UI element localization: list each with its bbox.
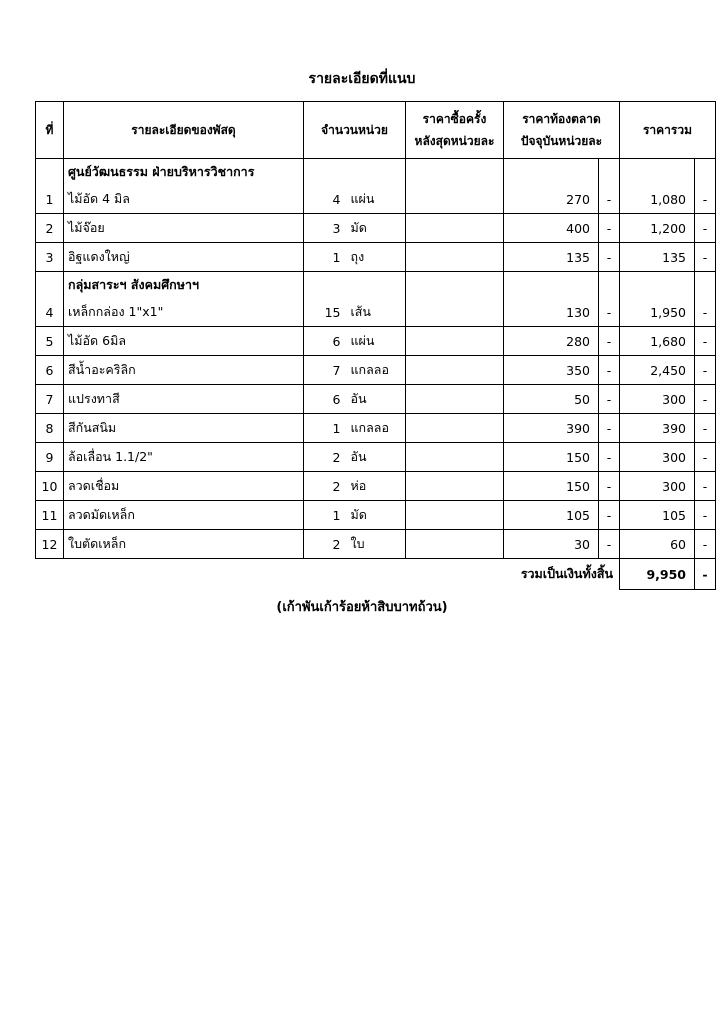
row-market-price-dash: - — [599, 472, 620, 501]
row-total-dash: - — [695, 327, 716, 356]
header-no: ที่ — [36, 102, 64, 159]
row-total: 1,950 — [620, 298, 695, 327]
row-last-price — [406, 327, 504, 356]
row-total: 390 — [620, 414, 695, 443]
summary-total: 9,950 — [620, 559, 695, 590]
section-header-row — [36, 272, 716, 299]
table-body — [36, 159, 716, 590]
section-market-price-cell — [504, 159, 599, 186]
table-row — [36, 443, 716, 472]
row-unit: เส้น — [346, 298, 406, 327]
row-last-price — [406, 298, 504, 327]
row-number: 4 — [36, 298, 64, 327]
row-total: 60 — [620, 530, 695, 559]
row-total-dash: - — [695, 356, 716, 385]
row-unit: แกลลอ — [346, 414, 406, 443]
row-description: ลวดเชื่อม — [64, 472, 304, 501]
row-market-price-dash: - — [599, 243, 620, 272]
section-total-dash-cell — [695, 272, 716, 299]
row-market-price: 350 — [504, 356, 599, 385]
table-row — [36, 356, 716, 385]
row-market-price-dash: - — [599, 414, 620, 443]
row-market-price: 105 — [504, 501, 599, 530]
row-total-dash: - — [695, 414, 716, 443]
row-number: 11 — [36, 501, 64, 530]
row-market-price-dash: - — [599, 501, 620, 530]
row-description: สีกันสนิม — [64, 414, 304, 443]
row-quantity: 7 — [304, 356, 346, 385]
row-quantity: 1 — [304, 501, 346, 530]
row-description: ไม้อัด 4 มิล — [64, 185, 304, 214]
row-quantity: 2 — [304, 443, 346, 472]
row-quantity: 3 — [304, 214, 346, 243]
row-number: 12 — [36, 530, 64, 559]
header-last-price-line2: หลังสุดหน่วยละ — [414, 134, 495, 148]
row-description: สีน้ำอะคริลิก — [64, 356, 304, 385]
row-total-dash: - — [695, 530, 716, 559]
header-last-price — [406, 102, 504, 159]
row-description: อิฐแดงใหญ่ — [64, 243, 304, 272]
section-no-cell — [36, 272, 64, 299]
row-total: 135 — [620, 243, 695, 272]
row-total: 300 — [620, 385, 695, 414]
table-row — [36, 530, 716, 559]
row-total-dash: - — [695, 385, 716, 414]
section-last-price-cell — [406, 272, 504, 299]
section-header-row — [36, 159, 716, 186]
section-name: กลุ่มสาระฯ สังคมศึกษาฯ — [64, 272, 304, 299]
section-unit-cell — [346, 159, 406, 186]
section-unit-cell — [346, 272, 406, 299]
row-unit: มัด — [346, 214, 406, 243]
section-total-cell — [620, 272, 695, 299]
row-market-price: 400 — [504, 214, 599, 243]
header-market-price-line2: ปัจจุบันหน่วยละ — [520, 134, 603, 148]
row-quantity: 2 — [304, 530, 346, 559]
table-row — [36, 472, 716, 501]
row-total: 300 — [620, 443, 695, 472]
row-total: 1,080 — [620, 185, 695, 214]
section-name: ศูนย์วัฒนธรรม ฝ่ายบริหารวิชาการ — [64, 159, 304, 186]
section-market-price-cell — [504, 272, 599, 299]
row-description: ลวดมัดเหล็ก — [64, 501, 304, 530]
section-qty-cell — [304, 159, 346, 186]
row-number: 5 — [36, 327, 64, 356]
table-row — [36, 214, 716, 243]
row-description: ไม้อัด 6มิล — [64, 327, 304, 356]
row-quantity: 1 — [304, 414, 346, 443]
section-total-dash-cell — [695, 159, 716, 186]
row-total: 300 — [620, 472, 695, 501]
row-total: 105 — [620, 501, 695, 530]
header-market-price — [504, 102, 620, 159]
row-market-price-dash: - — [599, 356, 620, 385]
table-row — [36, 298, 716, 327]
row-description: แปรงทาสี — [64, 385, 304, 414]
row-market-price: 30 — [504, 530, 599, 559]
table-row — [36, 243, 716, 272]
row-total: 1,200 — [620, 214, 695, 243]
row-quantity: 6 — [304, 385, 346, 414]
row-quantity: 1 — [304, 243, 346, 272]
row-total-dash: - — [695, 443, 716, 472]
row-unit: ห่อ — [346, 472, 406, 501]
row-number: 10 — [36, 472, 64, 501]
row-last-price — [406, 414, 504, 443]
table-header-row — [36, 102, 716, 159]
header-quantity: จำนวนหน่วย — [304, 102, 406, 159]
row-number: 9 — [36, 443, 64, 472]
header-description: รายละเอียดของพัสดุ — [64, 102, 304, 159]
row-last-price — [406, 185, 504, 214]
row-total-dash: - — [695, 243, 716, 272]
row-unit: อัน — [346, 443, 406, 472]
row-number: 2 — [36, 214, 64, 243]
row-market-price-dash: - — [599, 385, 620, 414]
row-market-price: 150 — [504, 472, 599, 501]
row-quantity: 4 — [304, 185, 346, 214]
row-market-price: 130 — [504, 298, 599, 327]
row-market-price-dash: - — [599, 185, 620, 214]
row-total-dash: - — [695, 501, 716, 530]
table-row — [36, 385, 716, 414]
row-market-price-dash: - — [599, 214, 620, 243]
summary-row — [36, 559, 716, 590]
row-number: 3 — [36, 243, 64, 272]
row-description: ไม้จ๊อย — [64, 214, 304, 243]
row-market-price: 150 — [504, 443, 599, 472]
row-number: 8 — [36, 414, 64, 443]
section-total-cell — [620, 159, 695, 186]
summary-total-dash: - — [695, 559, 716, 590]
row-unit: มัด — [346, 501, 406, 530]
row-quantity: 6 — [304, 327, 346, 356]
row-market-price: 280 — [504, 327, 599, 356]
row-description: ใบตัดเหล็ก — [64, 530, 304, 559]
row-unit: ถุง — [346, 243, 406, 272]
row-last-price — [406, 472, 504, 501]
row-description: ล้อเลื่อน 1.1/2" — [64, 443, 304, 472]
items-table — [35, 101, 716, 590]
row-last-price — [406, 243, 504, 272]
row-total-dash: - — [695, 214, 716, 243]
row-total: 1,680 — [620, 327, 695, 356]
section-last-price-cell — [406, 159, 504, 186]
row-quantity: 2 — [304, 472, 346, 501]
row-market-price: 50 — [504, 385, 599, 414]
row-unit: แผ่น — [346, 185, 406, 214]
section-market-dash-cell — [599, 272, 620, 299]
row-market-price-dash: - — [599, 327, 620, 356]
section-no-cell — [36, 159, 64, 186]
row-market-price-dash: - — [599, 443, 620, 472]
document-title: รายละเอียดที่แนบ — [308, 71, 416, 87]
row-last-price — [406, 501, 504, 530]
row-market-price-dash: - — [599, 298, 620, 327]
row-number: 1 — [36, 185, 64, 214]
summary-label: รวมเป็นเงินทั้งสิ้น — [520, 566, 613, 582]
row-unit: อัน — [346, 385, 406, 414]
row-last-price — [406, 385, 504, 414]
row-market-price: 270 — [504, 185, 599, 214]
row-description: เหล็กกล่อง 1"x1" — [64, 298, 304, 327]
header-market-price-line1: ราคาท้องตลาด — [522, 112, 601, 126]
table-row — [36, 501, 716, 530]
row-total: 2,450 — [620, 356, 695, 385]
row-total-dash: - — [695, 298, 716, 327]
row-last-price — [406, 443, 504, 472]
row-unit: ใบ — [346, 530, 406, 559]
row-market-price: 135 — [504, 243, 599, 272]
row-last-price — [406, 530, 504, 559]
header-last-price-line1: ราคาซื้อครั้ง — [422, 112, 487, 126]
row-number: 7 — [36, 385, 64, 414]
row-quantity: 15 — [304, 298, 346, 327]
table-row — [36, 185, 716, 214]
header-total: ราคารวม — [620, 102, 716, 159]
row-unit: แผ่น — [346, 327, 406, 356]
row-last-price — [406, 356, 504, 385]
row-market-price: 390 — [504, 414, 599, 443]
row-last-price — [406, 214, 504, 243]
row-market-price-dash: - — [599, 530, 620, 559]
row-total-dash: - — [695, 185, 716, 214]
row-unit: แกลลอ — [346, 356, 406, 385]
table-row — [36, 414, 716, 443]
section-market-dash-cell — [599, 159, 620, 186]
section-qty-cell — [304, 272, 346, 299]
amount-in-words: (เก้าพันเก้าร้อยห้าสิบบาทถ้วน) — [276, 600, 448, 615]
row-number: 6 — [36, 356, 64, 385]
table-row — [36, 327, 716, 356]
row-total-dash: - — [695, 472, 716, 501]
